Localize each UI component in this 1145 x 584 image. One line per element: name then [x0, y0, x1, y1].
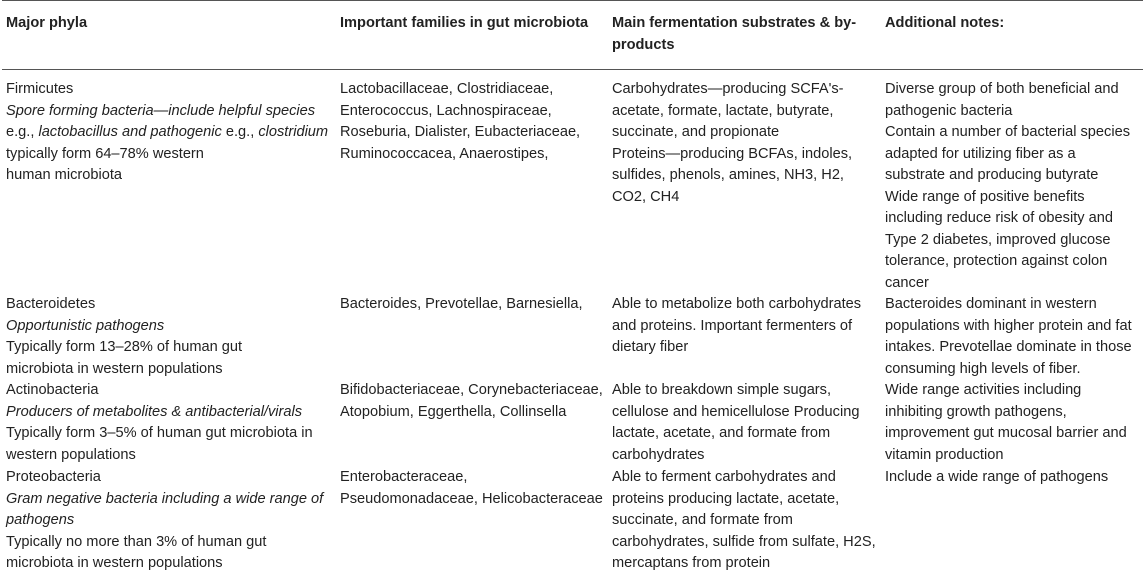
phylum-name: Proteobacteria: [6, 469, 101, 485]
phylum-name: Bacteroidetes: [6, 296, 96, 312]
phylum-abundance: Typically no more than 3% of human gut microbiota in western populations: [6, 533, 267, 571]
header-additional-notes: Additional notes:: [881, 1, 1143, 70]
phylum-abundance: typically form 64–78% western human microbiota: [6, 145, 204, 183]
header-row: [2, 1, 1143, 70]
substrates-cell: Able to ferment carbohydrates and proteins producing lactate, acetate, succinate, and formate from carbohydrates, sulfide from sulfate, H2S, mercaptans from protein: [612, 469, 876, 571]
substrates-cell: [608, 70, 881, 295]
header-major-phyla: Major phyla: [2, 1, 336, 70]
phylum-name: Actinobacteria: [6, 382, 99, 398]
microbiota-phyla-table: [2, 0, 1143, 575]
substrates-carbohydrates: Carbohydrates—producing SCFA's-acetate, formate, lactate, butyrate, succinate, and propionate: [612, 81, 844, 140]
families-cell: Enterobacteraceae, Pseudomonadaceae, Helicobacteraceae: [340, 469, 603, 507]
notes-cell: Bacteroides dominant in western populations with higher protein and fat intakes. Prevotellae dominate in those consuming high levels of fiber.: [885, 296, 1132, 377]
table-row-firmicutes: [2, 70, 1143, 295]
phylum-description: Producers of metabolites & antibacterial/virals: [6, 403, 303, 420]
phylum-description: Gram negative bacteria including a wide range of pathogens: [6, 490, 324, 528]
phylum-description-part: lactobacillus and pathogenic: [38, 124, 222, 140]
phylum-cell: [2, 467, 336, 575]
phylum-abundance: Typically form 3–5% of human gut microbiota in western populations: [6, 425, 313, 463]
families-cell: Bifidobacteriaceae, Corynebacteriaceae, Atopobium, Eggerthella, Collinsella: [340, 382, 603, 420]
families-cell: Bacteroides, Prevotellae, Barnesiella,: [340, 296, 583, 312]
table-row-proteobacteria: [2, 467, 1143, 575]
notes-line: Diverse group of both beneficial and pathogenic bacteria: [885, 81, 1119, 119]
phylum-cell: [2, 380, 336, 467]
phylum-description-part: e.g.,: [221, 124, 259, 140]
notes-line: Contain a number of bacterial species adapted for utilizing fiber as a substrate and producing butyrate: [885, 124, 1130, 183]
phylum-description-part: e.g.,: [6, 124, 39, 140]
phylum-description-part: Spore forming bacteria—include helpful species: [6, 102, 316, 119]
header-important-families: Important families in gut microbiota: [336, 1, 608, 70]
phylum-abundance: Typically form 13–28% of human gut microbiota in western populations: [6, 339, 243, 377]
notes-cell: Include a wide range of pathogens: [885, 469, 1109, 485]
table-row-actinobacteria: [2, 380, 1143, 467]
phylum-description: [6, 103, 328, 141]
phylum-name: Firmicutes: [6, 81, 74, 97]
phylum-description-part: clostridium: [258, 124, 329, 140]
substrates-cell: Able to breakdown simple sugars, cellulose and hemicellulose Producing lactate, acetate, and formate from carbohydrates: [612, 382, 860, 463]
substrates-proteins: Proteins—producing BCFAs, indoles, sulfides, phenols, amines, NH3, H2, CO2, CH4: [612, 145, 853, 205]
phylum-description: Opportunistic pathogens: [6, 317, 165, 334]
phylum-cell: [2, 294, 336, 380]
substrates-cell: Able to metabolize both carbohydrates and proteins. Important fermenters of dietary fiber: [612, 296, 862, 355]
header-fermentation-substrates: Main fermentation substrates & by-products: [608, 1, 881, 70]
table-row-bacteroidetes: [2, 294, 1143, 380]
notes-line: Wide range of positive benefits including reduce risk of obesity and Type 2 diabetes, improved glucose tolerance, protection against colon cancer: [885, 188, 1113, 291]
notes-cell: Wide range activities including inhibiting growth pathogens, improvement gut mucosal barrier and vitamin production: [885, 382, 1127, 463]
notes-cell: [881, 70, 1143, 295]
phylum-cell: [2, 70, 336, 295]
families-cell: Lactobacillaceae, Clostridiaceae, Enterococcus, Lachnospiraceae, Roseburia, Dialister, Eubacteriaceae, Ruminococcacea, Anaerostipes,: [340, 81, 581, 162]
